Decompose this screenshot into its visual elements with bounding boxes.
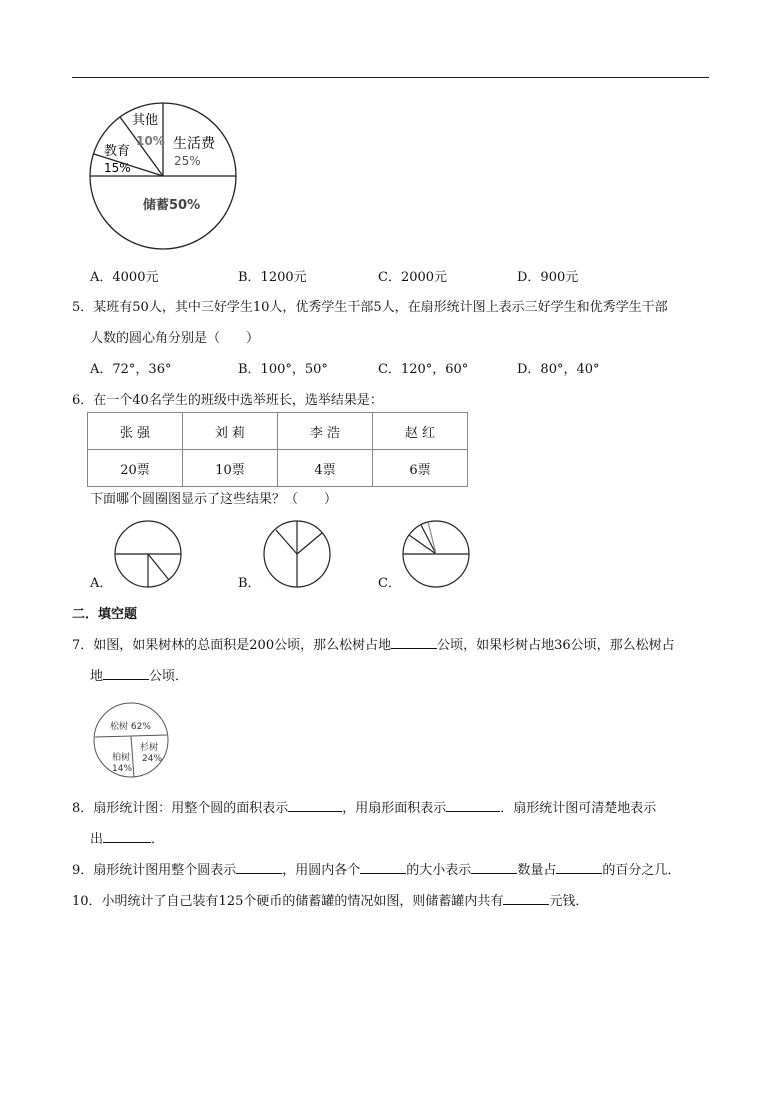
q9-text-1: 9．扇形统计图用整个圆表示 bbox=[72, 863, 237, 878]
q6-option-b-circle[interactable] bbox=[262, 519, 332, 589]
table-row bbox=[88, 450, 468, 487]
table-row bbox=[88, 413, 468, 450]
table-cell: 20票 bbox=[88, 450, 183, 487]
pie-label-living-pct: 25% bbox=[174, 154, 201, 168]
q6-question: 下面哪个圆圈图显示了这些结果？（ ） bbox=[90, 492, 338, 507]
q9-blank-2[interactable] bbox=[360, 861, 406, 874]
q7-line1 bbox=[72, 634, 675, 653]
q8-text-4: 出 bbox=[90, 832, 104, 847]
table-cell: 张 强 bbox=[88, 413, 183, 450]
q7-pie-chart bbox=[90, 699, 172, 779]
q10-text-1: 10．小明统计了自己装有125个硬币的储蓄罐的情况如图，则储蓄罐内共有 bbox=[72, 894, 504, 909]
q7-pie-birch-pct: 14% bbox=[112, 764, 133, 774]
q5-option-d[interactable]: D．80°，40° bbox=[517, 362, 600, 377]
q9-text-3: 的大小表示 bbox=[406, 863, 472, 878]
q7-text-1: 7．如图，如果树林的总面积是200公顷，那么松树占地 bbox=[72, 638, 392, 653]
pie-label-living: 生活费 bbox=[173, 136, 215, 152]
pie-label-other-pct: 10% bbox=[136, 134, 165, 148]
table-cell: 10票 bbox=[183, 450, 278, 487]
q6-option-c-circle[interactable] bbox=[401, 519, 471, 589]
q8-text-1: 8．扇形统计图：用整个圆的面积表示 bbox=[72, 801, 289, 816]
q10-text-2: 元钱． bbox=[549, 894, 589, 909]
q7-line2 bbox=[90, 665, 188, 684]
q6-stem: 6．在一个40名学生的班级中选举班长，选举结果是： bbox=[72, 393, 383, 408]
q9-text-4: 数量占 bbox=[517, 863, 557, 878]
pie-label-education: 教育 bbox=[104, 144, 131, 159]
q5-stem-line1: 5．某班有50人，其中三好学生10人，优秀学生干部5人，在扇形统计图上表示三好学生和优秀学生干部 bbox=[72, 300, 668, 315]
pie-label-education-pct: 15% bbox=[104, 161, 131, 175]
q4-option-c[interactable]: C．2000元 bbox=[378, 270, 448, 285]
q8-text-5: ． bbox=[151, 832, 165, 847]
q4-pie-chart bbox=[88, 90, 240, 254]
q5-option-c[interactable]: C．120°，60° bbox=[378, 362, 469, 377]
q9-line bbox=[72, 859, 680, 878]
q5-option-a[interactable]: A．72°，36° bbox=[90, 362, 172, 377]
q7-blank-1[interactable] bbox=[391, 636, 437, 649]
q8-text-2: ，用扇形面积表示 bbox=[342, 801, 447, 816]
q6-option-b-label[interactable]: B． bbox=[238, 576, 261, 591]
q10-blank-1[interactable] bbox=[503, 892, 549, 905]
section-title: 二．填空题 bbox=[72, 607, 138, 622]
q7-text-4: 公顷． bbox=[149, 669, 189, 684]
q8-blank-1[interactable] bbox=[288, 799, 342, 812]
q8-text-3: ．扇形统计图可清楚地表示 bbox=[500, 801, 657, 816]
q9-text-2: ，用圆内各个 bbox=[282, 863, 361, 878]
table-cell: 6票 bbox=[373, 450, 468, 487]
q7-text-2: 公顷，如果杉树占地36公顷，那么松树占 bbox=[437, 638, 675, 653]
table-cell: 赵 红 bbox=[373, 413, 468, 450]
q6-option-a-label[interactable]: A． bbox=[90, 576, 113, 591]
q10-line bbox=[72, 890, 588, 909]
header-rule bbox=[72, 77, 709, 78]
q5-option-b[interactable]: B．100°，50° bbox=[238, 362, 328, 377]
q4-option-b[interactable]: B．1200元 bbox=[238, 270, 307, 285]
pie-label-other: 其他 bbox=[132, 113, 159, 128]
q4-option-a[interactable]: A．4000元 bbox=[90, 270, 159, 285]
q8-line2 bbox=[90, 828, 164, 847]
q7-pie-pine: 松树 62% bbox=[110, 722, 151, 732]
pie-label-savings: 储蓄50% bbox=[143, 198, 201, 213]
q9-blank-1[interactable] bbox=[236, 861, 282, 874]
table-cell: 李 浩 bbox=[278, 413, 373, 450]
vote-table bbox=[87, 412, 468, 487]
q6-option-c-label[interactable]: C． bbox=[378, 576, 401, 591]
q9-blank-4[interactable] bbox=[556, 861, 602, 874]
table-cell: 4票 bbox=[278, 450, 373, 487]
q8-blank-2[interactable] bbox=[446, 799, 500, 812]
q8-line1 bbox=[72, 797, 656, 816]
q7-blank-2[interactable] bbox=[103, 667, 149, 680]
q5-stem-line2: 人数的圆心角分别是（ ） bbox=[90, 331, 260, 346]
table-cell: 刘 莉 bbox=[183, 413, 278, 450]
q6-option-a-circle[interactable] bbox=[113, 519, 183, 589]
q9-text-5: 的百分之几． bbox=[602, 863, 681, 878]
q7-pie-fir: 杉树 bbox=[140, 743, 159, 753]
q7-pie-fir-pct: 24% bbox=[142, 754, 163, 764]
q7-text-3: 地 bbox=[90, 669, 104, 684]
q7-pie-birch: 柏树 bbox=[112, 753, 131, 763]
q9-blank-3[interactable] bbox=[471, 861, 517, 874]
q4-option-d[interactable]: D．900元 bbox=[517, 270, 579, 285]
q8-blank-3[interactable] bbox=[103, 830, 151, 843]
